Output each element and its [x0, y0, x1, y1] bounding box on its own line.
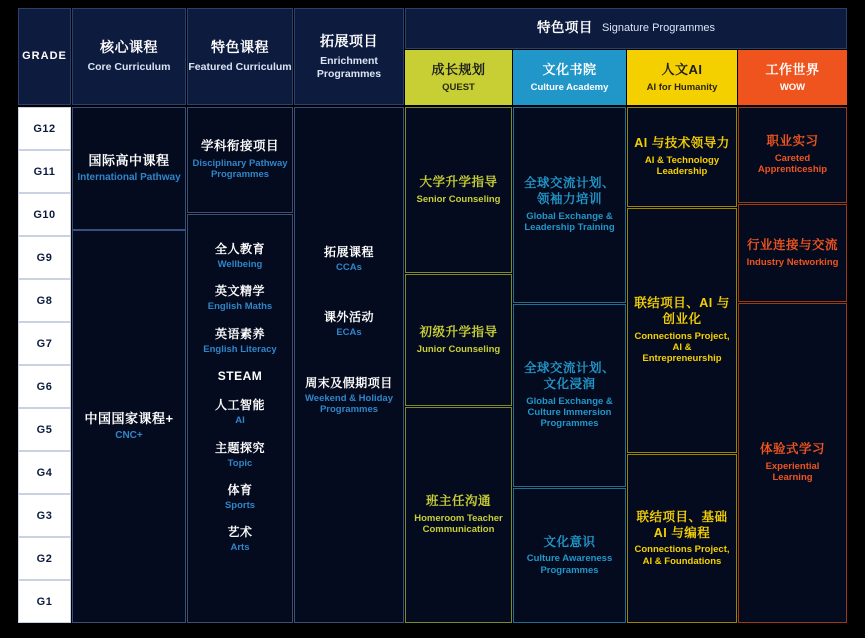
ai-2-cn: 联结项目、基础 AI 与编程 — [636, 509, 728, 540]
featured-item-arts: 艺术 Arts — [227, 525, 253, 554]
grade-cell: G2 — [18, 537, 71, 580]
header-featured-curriculum — [187, 8, 293, 105]
header-column-ai — [627, 50, 737, 105]
wow-1-en: Industry Networking — [746, 256, 839, 268]
header-grade-label: GRADE — [22, 49, 67, 62]
header-column-culture — [513, 50, 626, 105]
ai-block-technology-leadership — [627, 107, 737, 207]
header-quest-en: QUEST — [442, 81, 475, 93]
grade-cell: G3 — [18, 494, 71, 537]
enrichment-block — [294, 107, 404, 623]
culture-block-culture-awareness — [513, 488, 626, 623]
core-block-international-pathway — [72, 107, 186, 230]
header-culture-cn: 文化书院 — [542, 61, 597, 77]
wow-2-cn: 体验式学习 — [759, 442, 825, 457]
wow-0-en: Careted Apprenticeship — [757, 152, 828, 176]
enrichment-item-ccas: 拓展课程 CCAs — [323, 245, 374, 273]
header-culture-en: Culture Academy — [530, 81, 609, 93]
core-block-cnc-plus — [72, 230, 186, 623]
featured-item-english-literacy: 英语素养 English Literacy — [203, 326, 277, 355]
header-core-cn: 核心课程 — [100, 38, 158, 55]
wow-block-career-apprenticeship — [738, 107, 847, 203]
header-signature-en: Signature Programmes — [601, 21, 716, 34]
quest-block-senior-counseling — [405, 107, 512, 273]
grade-cell: G9 — [18, 236, 71, 279]
quest-block-homeroom-communication — [405, 407, 512, 623]
culture-2-cn: 文化意识 — [543, 534, 596, 549]
featured-item-english-maths: 英文精学 English Maths — [207, 284, 273, 313]
header-quest-cn: 成长规划 — [431, 61, 486, 77]
header-wow-cn: 工作世界 — [765, 61, 820, 77]
featured-block-disciplinary-pathway — [187, 107, 293, 213]
enrichment-item-weekend-holiday: 周末及假期项目 Weekend & Holiday Programmes — [305, 375, 393, 416]
wow-1-cn: 行业连接与交流 — [746, 237, 838, 252]
header-core-en: Core Curriculum — [87, 61, 171, 74]
culture-1-cn: 全球交流计划、文化浸润 — [523, 361, 615, 391]
featured-item-ai: 人工智能 AI — [214, 398, 265, 427]
core-1-en: CNC+ — [115, 430, 143, 442]
wow-0-cn: 职业实习 — [766, 134, 819, 149]
header-column-quest — [405, 50, 512, 105]
grade-cell: G11 — [18, 150, 71, 193]
header-core-curriculum — [72, 8, 186, 105]
header-enrichment-programmes — [294, 8, 404, 105]
header-enrichment-en: Enrichment Programmes — [316, 55, 382, 80]
grade-cell: G12 — [18, 107, 71, 150]
header-column-wow — [738, 50, 847, 105]
header-enrichment-cn: 拓展项目 — [320, 32, 378, 49]
header-wow-en: WOW — [779, 81, 806, 93]
culture-block-global-exchange-immersion — [513, 304, 626, 487]
culture-1-en: Global Exchange & Culture Immersion Programmes — [526, 395, 613, 430]
culture-0-cn: 全球交流计划、领袖力培训 — [523, 176, 615, 207]
core-1-cn: 中国国家课程+ — [84, 410, 174, 426]
ai-0-cn: AI 与技术领导力 — [634, 136, 730, 151]
core-0-en: International Pathway — [77, 172, 181, 184]
header-ai-en: AI for Humanity — [646, 81, 718, 93]
quest-block-junior-counseling — [405, 274, 512, 406]
culture-block-global-exchange-leadership — [513, 107, 626, 303]
featured-item-wellbeing: 全人教育 Wellbeing — [214, 242, 265, 270]
header-signature-programmes — [405, 8, 847, 49]
enrichment-item-ecas: 课外活动 ECAs — [323, 310, 374, 339]
ai-2-en: Connections Project, AI & Foundations — [634, 544, 730, 567]
culture-2-en: Culture Awareness Programmes — [526, 553, 613, 576]
grade-cell: G1 — [18, 580, 71, 623]
wow-block-industry-networking — [738, 204, 847, 302]
featured-0-cn: 学科衔接项目 — [200, 139, 279, 154]
featured-0-en: Disciplinary Pathway Programmes — [192, 157, 288, 181]
header-featured-cn: 特色课程 — [211, 38, 269, 55]
featured-item-topic: 主题探究 Topic — [214, 440, 265, 469]
grade-cell: G10 — [18, 193, 71, 236]
quest-2-cn: 班主任沟通 — [425, 494, 491, 509]
header-signature-cn: 特色项目 — [536, 20, 593, 36]
wow-2-en: Experiential Learning — [765, 460, 820, 484]
ai-0-en: AI & Technology Leadership — [644, 154, 720, 178]
grade-cell: G8 — [18, 279, 71, 322]
grade-cell: G7 — [18, 322, 71, 365]
header-ai-cn: 人文AI — [661, 61, 703, 77]
quest-2-en: Homeroom Teacher Communication — [414, 512, 503, 536]
featured-item-steam: STEAM — [217, 369, 263, 384]
quest-0-cn: 大学升学指导 — [419, 174, 498, 189]
header-featured-en: Featured Curriculum — [188, 61, 292, 74]
grade-cell: G4 — [18, 451, 71, 494]
core-0-cn: 国际高中课程 — [88, 152, 170, 168]
header-grade — [18, 8, 71, 105]
ai-block-connections-foundations — [627, 454, 737, 623]
quest-1-en: Junior Counseling — [416, 343, 501, 355]
ai-block-connections-entrepreneurship — [627, 208, 737, 453]
ai-1-cn: 联结项目、AI 与创业化 — [634, 296, 730, 326]
featured-item-sports: 体育 Sports — [224, 482, 256, 511]
grade-cell: G5 — [18, 408, 71, 451]
quest-1-cn: 初级升学指导 — [419, 324, 498, 339]
ai-1-en: Connections Project, AI & Entrepreneurship — [634, 330, 730, 365]
featured-block-subjects — [187, 214, 293, 623]
culture-0-en: Global Exchange & Leadership Training — [524, 210, 615, 234]
wow-block-experiential-learning — [738, 303, 847, 623]
grade-cell: G6 — [18, 365, 71, 408]
quest-0-en: Senior Counseling — [416, 193, 501, 205]
